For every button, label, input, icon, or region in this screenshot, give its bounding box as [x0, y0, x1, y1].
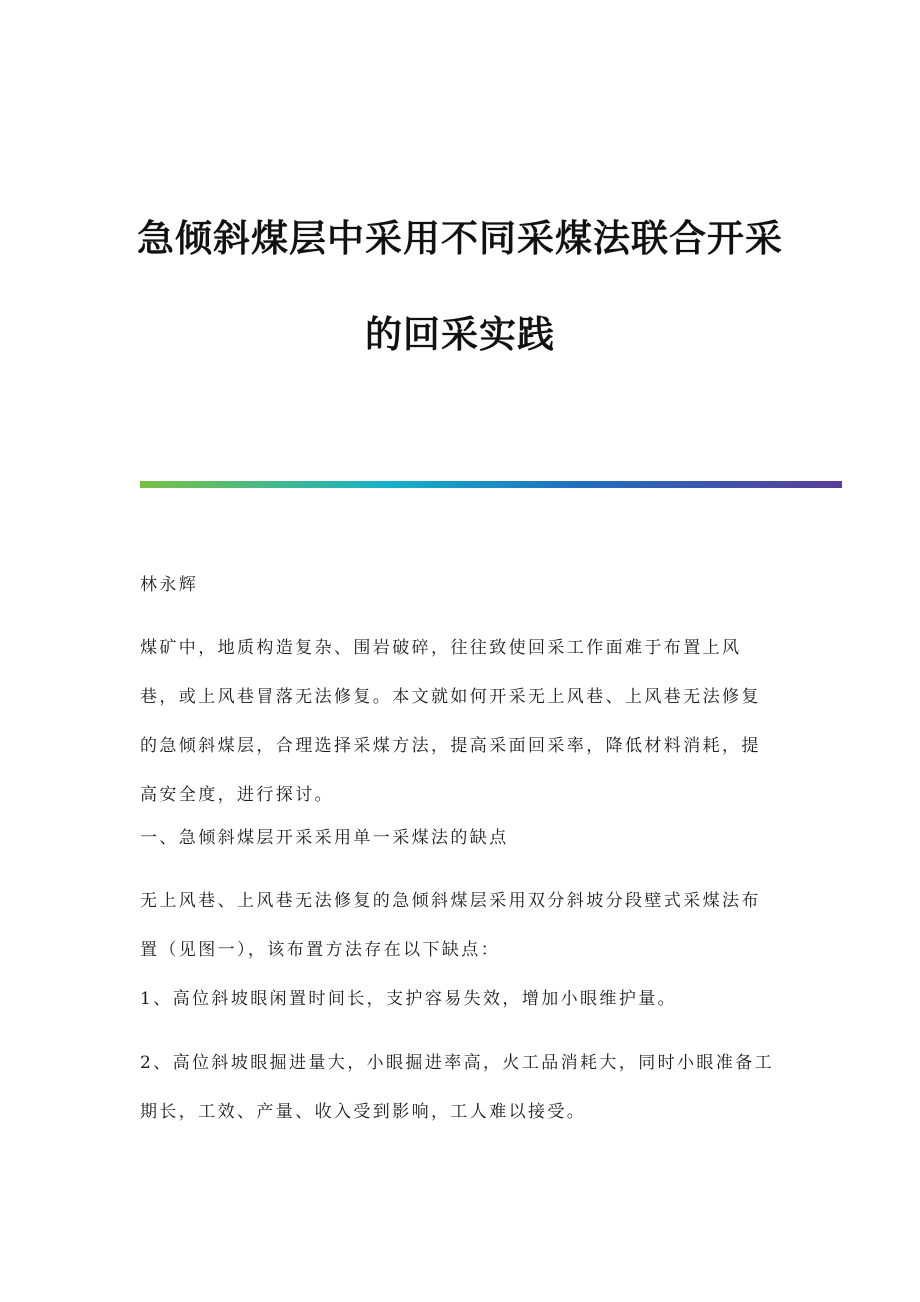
section-heading: 一、急倾斜煤层开采采用单一采煤法的缺点	[140, 828, 509, 848]
list-item-2	[140, 1039, 780, 1137]
section-paragraph	[140, 877, 780, 975]
list-item-1: 1、高位斜坡眼闲置时间长，支护容易失效，增加小眼维护量。	[140, 989, 678, 1009]
gradient-divider	[140, 481, 842, 488]
intro-paragraph-text: 煤矿中，地质构造复杂、围岩破碎，往往致使回采工作面难于布置上风巷，或上风巷冒落无法修复。本文就如何开采无上风巷、上风巷无法修复的急倾斜煤层，合理选择采煤方法，提高采面回采率，降低材料消耗，提高安全度，进行探讨。	[140, 638, 761, 805]
section-paragraph-text: 无上风巷、上风巷无法修复的急倾斜煤层采用双分斜坡分段壁式采煤法布置（见图一），该布置方法存在以下缺点：	[140, 891, 761, 960]
list-item-2-text: 2、高位斜坡眼掘进量大，小眼掘进率高，火工品消耗大，同时小眼准备工期长，工效、产量、收入受到影响，工人难以接受。	[140, 1053, 775, 1122]
intro-paragraph	[140, 624, 780, 820]
author-name: 林永辉	[140, 575, 199, 595]
document-title-line-1: 急倾斜煤层中采用不同采煤法联合开采	[137, 216, 783, 260]
document-title-line-2: 的回采实践	[365, 312, 555, 356]
